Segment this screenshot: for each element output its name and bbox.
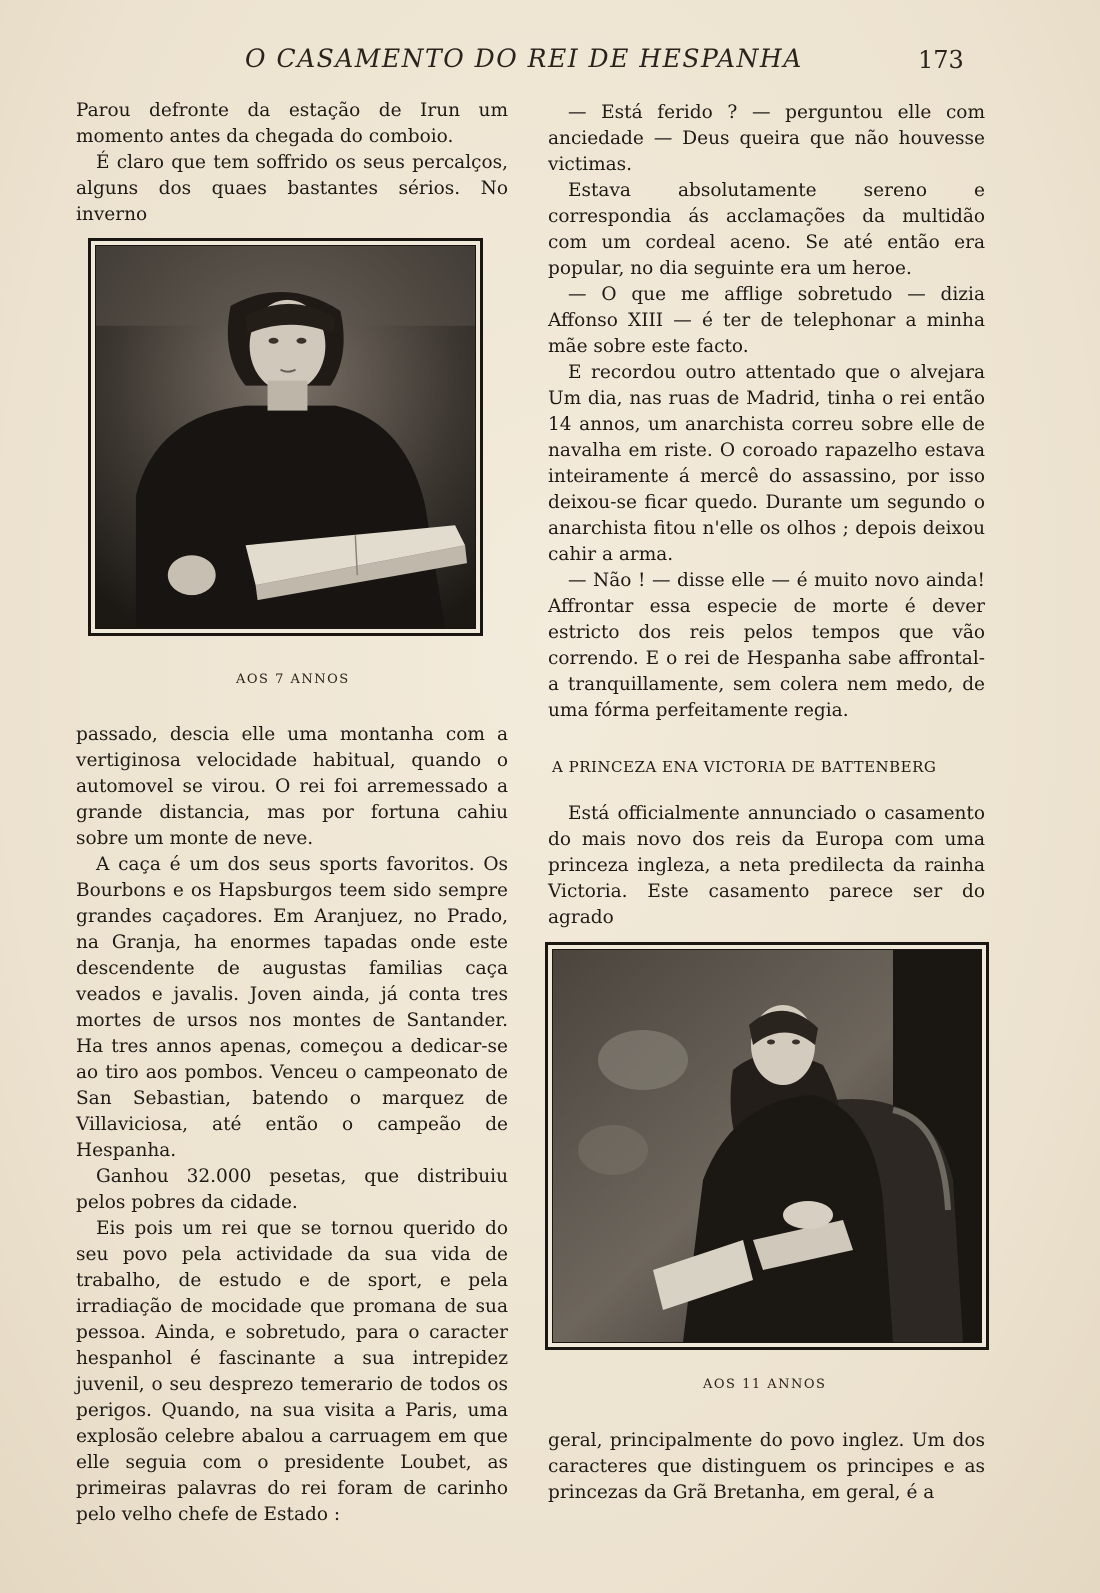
- paragraph: Estava absolutamente sereno e correspondia ás acclamações da multidão com um cordeal aceno. Se até então era popular, no dia seguinte era um heroe.: [548, 180, 985, 279]
- page-header-title: O CASAMENTO DO REI DE HESPANHA: [245, 44, 803, 73]
- right-column-top: [548, 100, 985, 724]
- paragraph: Ganhou 32.000 pesetas, que distribuiu pelos pobres da cidade.: [76, 1166, 508, 1213]
- portrait-photo-age-7: [88, 238, 483, 636]
- paragraph: — Está ferido ? — perguntou elle com anciedade — Deus queira que não houvesse victimas.: [548, 102, 985, 175]
- portrait-illustration: [553, 950, 981, 1342]
- paragraph: Está officialmente annunciado o casamento do mais novo dos reis da Europa com uma princeza ingleza, a neta predilecta da rainha Victoria. Este casamento parece ser do agrado: [548, 803, 985, 928]
- photo-caption: AOS 7 ANNOS: [236, 672, 350, 687]
- right-column-tail: [548, 1428, 985, 1506]
- left-column-top: [76, 98, 508, 228]
- photo-image: [95, 245, 476, 629]
- right-column-bottom: [548, 801, 985, 931]
- paragraph: Eis pois um rei que se tornou querido do seu povo pela actividade da sua vida de trabalho, de estudo e de sport, e pela irradiação de mocidade que promana de sua pessoa. Ainda, e sobretudo, para o caracter hespanhol é fascinante a sua intrepidez juvenil, o seu desprezo temerario de todos os perigos. Quando, na sua visita a Paris, uma explosão celebre abalou a carruagem em que elle seguia com o presidente Loubet, as primeiras palavras do rei foram de carinho pelo velho chefe de Estado :: [76, 1218, 508, 1525]
- paragraph: É claro que tem soffrido os seus percalços, alguns dos quaes bastantes sérios. No inverno: [76, 152, 508, 225]
- photo-caption: AOS 11 ANNOS: [703, 1377, 827, 1392]
- portrait-photo-age-11: [545, 942, 989, 1350]
- paragraph: Parou defronte da estação de Irun um momento antes da chegada do comboio.: [76, 100, 508, 147]
- paragraph: — Não ! — disse elle — é muito novo ainda! Affrontar essa especie de morte é dever estricto dos reis pelos tempos que vão correndo. E o rei de Hespanha sabe affrontal-a tranquillamente, sem colera nem medo, de uma fórma perfeitamente regia.: [548, 570, 985, 721]
- section-heading: A PRINCEZA ENA VICTORIA DE BATTENBERG: [552, 758, 937, 776]
- paragraph: geral, principalmente do povo inglez. Um dos caracteres que distinguem os principes e as princezas da Grã Bretanha, em geral, é a: [548, 1430, 985, 1503]
- page-number: 173: [918, 46, 964, 74]
- paragraph: A caça é um dos seus sports favoritos. Os Bourbons e os Hapsburgos teem sido sempre grandes caçadores. Em Aranjuez, no Prado, na Granja, ha enormes tapadas onde este descendente de augustas familias caça veados e javalis. Joven ainda, já conta tres mortes de ursos nos montes de Santander. Ha tres annos apenas, começou a dedicar-se ao tiro aos pombos. Venceu o campeonato de San Sebastian, batendo o marquez de Villaviciosa, até então o campeão de Hespanha.: [76, 854, 508, 1161]
- left-column-bottom: [76, 722, 508, 1528]
- portrait-illustration: [96, 246, 475, 628]
- paragraph: — O que me afflige sobretudo — dizia Affonso XIII — é ter de telephonar a minha mãe sobre este facto.: [548, 284, 985, 357]
- paragraph: E recordou outro attentado que o alvejara Um dia, nas ruas de Madrid, tinha o rei então 14 annos, um anarchista correu sobre elle de navalha em riste. O coroado rapazelho estava inteiramente á mercê do assassino, por isso deixou-se ficar quedo. Durante um segundo o anarchista fitou n'elle os olhos ; depois deixou cahir a arma.: [548, 362, 985, 565]
- paragraph: passado, descia elle uma montanha com a vertiginosa velocidade habitual, quando o automovel se virou. O rei foi arremessado a grande distancia, mas por fortuna cahiu sobre um monte de neve.: [76, 724, 508, 849]
- photo-image: [552, 949, 982, 1343]
